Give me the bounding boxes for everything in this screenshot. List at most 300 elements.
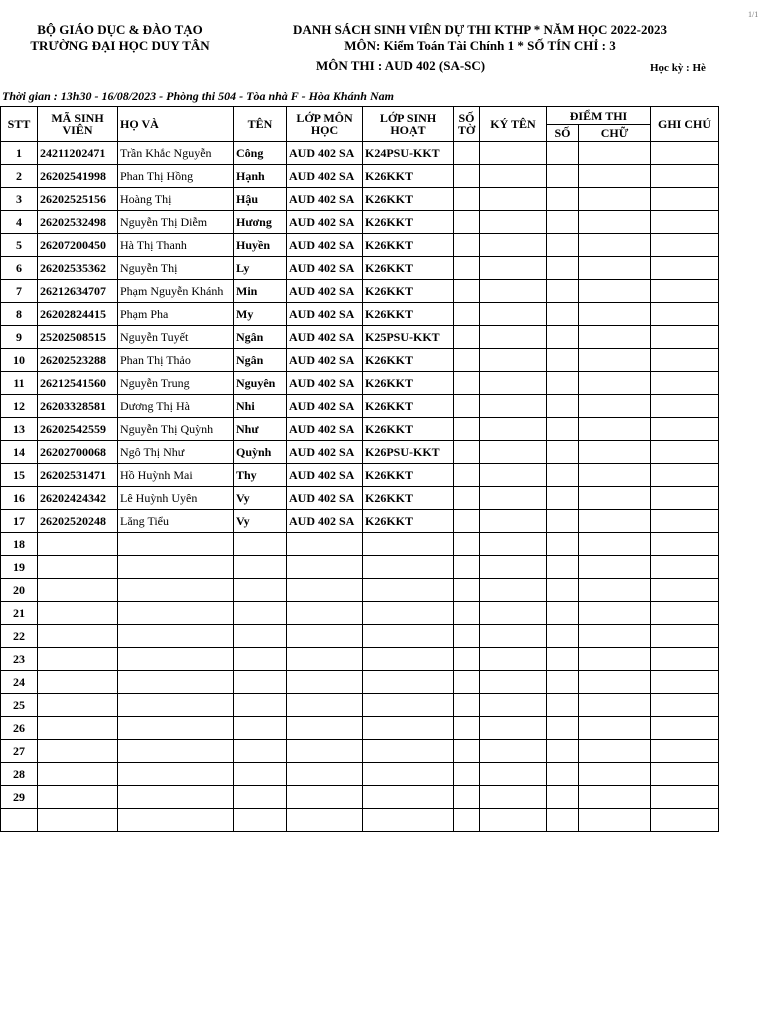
row-so-to-cell (454, 303, 480, 326)
row-student-id (38, 579, 118, 602)
row-student-id: 26202523288 (38, 349, 118, 372)
row-score-words-cell (579, 372, 651, 395)
row-score-words-cell (579, 533, 651, 556)
row-score-number-cell (547, 280, 579, 303)
row-lop-mon-hoc: AUD 402 SA (287, 257, 363, 280)
row-ten (234, 625, 287, 648)
row-so-to-cell (454, 142, 480, 165)
row-lop-sinh-hoat: K26KKT (363, 211, 454, 234)
row-score-number-cell (547, 142, 579, 165)
row-ho-va: Nguyễn Thị Quỳnh (118, 418, 234, 441)
row-lop-mon-hoc (287, 717, 363, 740)
row-signature-cell (480, 349, 547, 372)
row-lop-sinh-hoat: K24PSU-KKT (363, 142, 454, 165)
row-ho-va: Nguyễn Trung (118, 372, 234, 395)
row-note-cell (651, 556, 719, 579)
row-score-words-cell (579, 326, 651, 349)
row-score-words-cell (579, 763, 651, 786)
row-lop-sinh-hoat (363, 602, 454, 625)
row-ten: Thy (234, 464, 287, 487)
row-stt: 4 (1, 211, 38, 234)
row-lop-mon-hoc (287, 648, 363, 671)
row-score-words-cell (579, 303, 651, 326)
row-student-id: 26202531471 (38, 464, 118, 487)
row-stt: 2 (1, 165, 38, 188)
row-so-to-cell (454, 648, 480, 671)
row-so-to-cell (454, 487, 480, 510)
row-student-id (38, 671, 118, 694)
row-stt: 16 (1, 487, 38, 510)
row-note-cell (651, 188, 719, 211)
row-signature-cell (480, 740, 547, 763)
row-lop-mon-hoc: AUD 402 SA (287, 487, 363, 510)
table-row (1, 349, 719, 372)
row-student-id (38, 625, 118, 648)
row-note-cell (651, 648, 719, 671)
row-score-number-cell (547, 625, 579, 648)
row-student-id: 26202824415 (38, 303, 118, 326)
row-stt: 3 (1, 188, 38, 211)
col-header-diem-chu: CHỮ (579, 125, 651, 142)
row-lop-mon-hoc: AUD 402 SA (287, 211, 363, 234)
row-note-cell (651, 349, 719, 372)
row-lop-mon-hoc (287, 533, 363, 556)
row-ho-va: Nguyễn Thị Diễm (118, 211, 234, 234)
col-header-ghi-chu: GHI CHÚ (651, 107, 719, 142)
row-signature-cell (480, 395, 547, 418)
row-student-id (38, 809, 118, 832)
row-signature-cell (480, 211, 547, 234)
row-ho-va (118, 740, 234, 763)
row-ho-va: Phan Thị Thảo (118, 349, 234, 372)
row-student-id: 26202532498 (38, 211, 118, 234)
row-note-cell (651, 602, 719, 625)
table-header-row (1, 107, 719, 125)
row-lop-mon-hoc: AUD 402 SA (287, 418, 363, 441)
table-row (1, 763, 719, 786)
row-note-cell (651, 487, 719, 510)
row-score-number-cell (547, 165, 579, 188)
row-score-words-cell (579, 142, 651, 165)
row-lop-mon-hoc: AUD 402 SA (287, 188, 363, 211)
row-note-cell (651, 625, 719, 648)
row-lop-sinh-hoat (363, 533, 454, 556)
row-signature-cell (480, 556, 547, 579)
row-ho-va: Ngô Thị Như (118, 441, 234, 464)
row-score-words-cell (579, 786, 651, 809)
row-score-words-cell (579, 579, 651, 602)
row-signature-cell (480, 602, 547, 625)
table-row (1, 694, 719, 717)
row-lop-sinh-hoat: K26KKT (363, 280, 454, 303)
row-stt: 28 (1, 763, 38, 786)
row-so-to-cell (454, 234, 480, 257)
row-score-number-cell (547, 372, 579, 395)
col-header-stt: STT (1, 107, 38, 142)
row-score-number-cell (547, 579, 579, 602)
row-lop-sinh-hoat: K25PSU-KKT (363, 326, 454, 349)
row-lop-sinh-hoat: K26KKT (363, 395, 454, 418)
row-note-cell (651, 763, 719, 786)
row-ten: Quỳnh (234, 441, 287, 464)
row-student-id: 26202424342 (38, 487, 118, 510)
table-row (1, 395, 719, 418)
row-so-to-cell (454, 441, 480, 464)
row-ten (234, 740, 287, 763)
row-student-id (38, 763, 118, 786)
col-header-ky-ten: KÝ TÊN (480, 107, 547, 142)
row-note-cell (651, 395, 719, 418)
row-ten (234, 579, 287, 602)
table-row (1, 510, 719, 533)
row-score-number-cell (547, 188, 579, 211)
row-ten: Hậu (234, 188, 287, 211)
row-ten: Ngân (234, 326, 287, 349)
row-so-to-cell (454, 671, 480, 694)
row-score-number-cell (547, 487, 579, 510)
row-student-id: 26202535362 (38, 257, 118, 280)
row-signature-cell (480, 441, 547, 464)
row-score-number-cell (547, 303, 579, 326)
row-score-number-cell (547, 602, 579, 625)
row-note-cell (651, 280, 719, 303)
row-note-cell (651, 326, 719, 349)
row-so-to-cell (454, 740, 480, 763)
table-row (1, 142, 719, 165)
row-stt: 27 (1, 740, 38, 763)
row-lop-mon-hoc (287, 809, 363, 832)
row-score-words-cell (579, 487, 651, 510)
row-ten (234, 786, 287, 809)
row-ho-va (118, 533, 234, 556)
row-score-number-cell (547, 533, 579, 556)
row-score-number-cell (547, 763, 579, 786)
col-header-diem-thi: ĐIỂM THI (547, 107, 651, 125)
row-score-words-cell (579, 257, 651, 280)
row-signature-cell (480, 418, 547, 441)
col-header-lop-mon-hoc: LỚP MÔN HỌC (287, 107, 363, 142)
table-row (1, 165, 719, 188)
row-score-number-cell (547, 556, 579, 579)
row-ho-va (118, 809, 234, 832)
row-note-cell (651, 211, 719, 234)
row-signature-cell (480, 579, 547, 602)
row-stt: 23 (1, 648, 38, 671)
row-signature-cell (480, 533, 547, 556)
row-lop-mon-hoc: AUD 402 SA (287, 303, 363, 326)
row-score-words-cell (579, 694, 651, 717)
row-signature-cell (480, 303, 547, 326)
table-row (1, 740, 719, 763)
row-stt: 22 (1, 625, 38, 648)
row-note-cell (651, 464, 719, 487)
row-lop-sinh-hoat: K26PSU-KKT (363, 441, 454, 464)
row-stt: 11 (1, 372, 38, 395)
row-signature-cell (480, 625, 547, 648)
row-so-to-cell (454, 418, 480, 441)
row-note-cell (651, 372, 719, 395)
table-row (1, 809, 719, 832)
row-score-words-cell (579, 625, 651, 648)
row-signature-cell (480, 326, 547, 349)
row-lop-sinh-hoat (363, 740, 454, 763)
row-signature-cell (480, 280, 547, 303)
col-header-ho-va: HỌ VÀ (118, 107, 234, 142)
row-ten: Như (234, 418, 287, 441)
row-score-words-cell (579, 740, 651, 763)
row-signature-cell (480, 257, 547, 280)
row-note-cell (651, 717, 719, 740)
row-student-id: 26202541998 (38, 165, 118, 188)
row-ten: Công (234, 142, 287, 165)
page-corner-mark: 1/1 (748, 10, 759, 19)
row-ten (234, 694, 287, 717)
row-note-cell (651, 809, 719, 832)
table-row (1, 533, 719, 556)
row-score-number-cell (547, 694, 579, 717)
row-lop-mon-hoc (287, 694, 363, 717)
row-stt: 15 (1, 464, 38, 487)
row-so-to-cell (454, 372, 480, 395)
row-signature-cell (480, 487, 547, 510)
row-note-cell (651, 165, 719, 188)
row-lop-sinh-hoat (363, 809, 454, 832)
row-so-to-cell (454, 556, 480, 579)
row-student-id: 26202542559 (38, 418, 118, 441)
row-lop-sinh-hoat: K26KKT (363, 372, 454, 395)
row-lop-mon-hoc: AUD 402 SA (287, 349, 363, 372)
row-stt: 19 (1, 556, 38, 579)
row-lop-mon-hoc (287, 625, 363, 648)
table-row (1, 786, 719, 809)
row-lop-mon-hoc: AUD 402 SA (287, 510, 363, 533)
row-ten: Vy (234, 487, 287, 510)
row-lop-sinh-hoat (363, 556, 454, 579)
row-stt: 29 (1, 786, 38, 809)
row-ho-va (118, 625, 234, 648)
table-row (1, 579, 719, 602)
row-signature-cell (480, 188, 547, 211)
row-score-number-cell (547, 510, 579, 533)
row-signature-cell (480, 372, 547, 395)
row-score-words-cell (579, 809, 651, 832)
row-score-number-cell (547, 441, 579, 464)
table-row (1, 211, 719, 234)
row-ten: Hương (234, 211, 287, 234)
row-ten (234, 556, 287, 579)
row-lop-mon-hoc: AUD 402 SA (287, 280, 363, 303)
semester-label: Học kỳ : Hè (650, 62, 706, 74)
row-score-number-cell (547, 418, 579, 441)
row-score-number-cell (547, 740, 579, 763)
row-ho-va: Phạm Pha (118, 303, 234, 326)
table-row (1, 372, 719, 395)
row-so-to-cell (454, 510, 480, 533)
row-ho-va: Hồ Huỳnh Mai (118, 464, 234, 487)
row-note-cell (651, 234, 719, 257)
table-row (1, 602, 719, 625)
row-score-words-cell (579, 717, 651, 740)
row-so-to-cell (454, 717, 480, 740)
row-ho-va: Nguyễn Tuyết (118, 326, 234, 349)
row-ho-va (118, 579, 234, 602)
row-student-id (38, 533, 118, 556)
row-ten: Hạnh (234, 165, 287, 188)
exam-line: MÔN THI : AUD 402 (SA-SC) (316, 58, 486, 73)
table-row (1, 257, 719, 280)
row-student-id: 26202525156 (38, 188, 118, 211)
row-so-to-cell (454, 786, 480, 809)
table-row (1, 326, 719, 349)
row-so-to-cell (454, 211, 480, 234)
row-so-to-cell (454, 257, 480, 280)
row-student-id: 26207200450 (38, 234, 118, 257)
row-ten (234, 717, 287, 740)
row-ten: Nguyên (234, 372, 287, 395)
row-score-words-cell (579, 234, 651, 257)
university-name: TRƯỜNG ĐẠI HỌC DUY TÂN (30, 38, 210, 53)
row-signature-cell (480, 464, 547, 487)
row-ho-va: Nguyễn Thị (118, 257, 234, 280)
row-so-to-cell (454, 280, 480, 303)
row-ho-va: Lê Huỳnh Uyên (118, 487, 234, 510)
row-lop-sinh-hoat (363, 694, 454, 717)
row-stt (1, 809, 38, 832)
row-score-number-cell (547, 257, 579, 280)
row-score-words-cell (579, 165, 651, 188)
row-score-words-cell (579, 671, 651, 694)
table-row (1, 648, 719, 671)
row-ho-va (118, 671, 234, 694)
row-signature-cell (480, 165, 547, 188)
row-stt: 1 (1, 142, 38, 165)
row-ten: Huyền (234, 234, 287, 257)
row-lop-mon-hoc: AUD 402 SA (287, 441, 363, 464)
row-student-id (38, 556, 118, 579)
row-student-id: 25202508515 (38, 326, 118, 349)
table-row (1, 671, 719, 694)
row-lop-mon-hoc: AUD 402 SA (287, 395, 363, 418)
row-note-cell (651, 441, 719, 464)
row-ho-va (118, 786, 234, 809)
row-ten: Vy (234, 510, 287, 533)
row-lop-mon-hoc: AUD 402 SA (287, 234, 363, 257)
row-ten: Ngân (234, 349, 287, 372)
row-lop-sinh-hoat: K26KKT (363, 418, 454, 441)
list-title: DANH SÁCH SINH VIÊN DỰ THI KTHP * NĂM HỌC 2022-2023 (293, 22, 667, 37)
table-row (1, 464, 719, 487)
row-stt: 20 (1, 579, 38, 602)
row-signature-cell (480, 694, 547, 717)
row-student-id (38, 717, 118, 740)
row-ho-va: Trần Khắc Nguyễn (118, 142, 234, 165)
row-so-to-cell (454, 579, 480, 602)
row-student-id (38, 694, 118, 717)
row-ho-va: Dương Thị Hà (118, 395, 234, 418)
row-so-to-cell (454, 625, 480, 648)
table-row (1, 188, 719, 211)
row-ten: My (234, 303, 287, 326)
row-score-words-cell (579, 464, 651, 487)
row-score-words-cell (579, 395, 651, 418)
col-header-student-id: MÃ SINH VIÊN (38, 107, 118, 142)
table-row (1, 418, 719, 441)
row-lop-mon-hoc: AUD 402 SA (287, 372, 363, 395)
row-note-cell (651, 579, 719, 602)
col-header-so-to: SỐ TỜ (454, 107, 480, 142)
table-row (1, 303, 719, 326)
row-so-to-cell (454, 326, 480, 349)
row-ten (234, 763, 287, 786)
row-student-id (38, 740, 118, 763)
row-student-id: 26212634707 (38, 280, 118, 303)
row-student-id (38, 786, 118, 809)
row-signature-cell (480, 648, 547, 671)
row-score-number-cell (547, 671, 579, 694)
row-ten (234, 648, 287, 671)
col-header-diem-so: SỐ (547, 125, 579, 142)
row-stt: 6 (1, 257, 38, 280)
row-ten (234, 809, 287, 832)
row-stt: 10 (1, 349, 38, 372)
row-score-number-cell (547, 648, 579, 671)
row-score-number-cell (547, 234, 579, 257)
row-lop-mon-hoc: AUD 402 SA (287, 142, 363, 165)
row-lop-sinh-hoat: K26KKT (363, 464, 454, 487)
row-lop-sinh-hoat (363, 625, 454, 648)
row-lop-sinh-hoat (363, 763, 454, 786)
row-stt: 13 (1, 418, 38, 441)
row-note-cell (651, 533, 719, 556)
row-note-cell (651, 418, 719, 441)
row-note-cell (651, 303, 719, 326)
row-lop-sinh-hoat: K26KKT (363, 188, 454, 211)
col-header-ten: TÊN (234, 107, 287, 142)
row-lop-mon-hoc (287, 786, 363, 809)
row-stt: 18 (1, 533, 38, 556)
row-lop-sinh-hoat (363, 579, 454, 602)
subject-line: MÔN: Kiểm Toán Tài Chính 1 * SỐ TÍN CHỈ : 3 (344, 38, 616, 53)
row-note-cell (651, 740, 719, 763)
row-student-id: 24211202471 (38, 142, 118, 165)
row-note-cell (651, 671, 719, 694)
row-ho-va (118, 763, 234, 786)
student-roster-table (0, 106, 719, 832)
row-score-words-cell (579, 349, 651, 372)
col-header-lop-sinh-hoat: LỚP SINH HOẠT (363, 107, 454, 142)
row-signature-cell (480, 786, 547, 809)
row-so-to-cell (454, 763, 480, 786)
ministry-name: BỘ GIÁO DỤC & ĐÀO TẠO (37, 22, 203, 37)
row-lop-sinh-hoat: K26KKT (363, 510, 454, 533)
row-score-number-cell (547, 717, 579, 740)
table-row (1, 441, 719, 464)
row-ho-va: Hoàng Thị (118, 188, 234, 211)
row-stt: 14 (1, 441, 38, 464)
row-lop-mon-hoc (287, 740, 363, 763)
row-note-cell (651, 694, 719, 717)
row-score-words-cell (579, 510, 651, 533)
row-signature-cell (480, 510, 547, 533)
table-row (1, 625, 719, 648)
row-signature-cell (480, 234, 547, 257)
table-row (1, 717, 719, 740)
row-so-to-cell (454, 602, 480, 625)
table-row (1, 556, 719, 579)
row-score-number-cell (547, 211, 579, 234)
row-so-to-cell (454, 188, 480, 211)
row-stt: 24 (1, 671, 38, 694)
